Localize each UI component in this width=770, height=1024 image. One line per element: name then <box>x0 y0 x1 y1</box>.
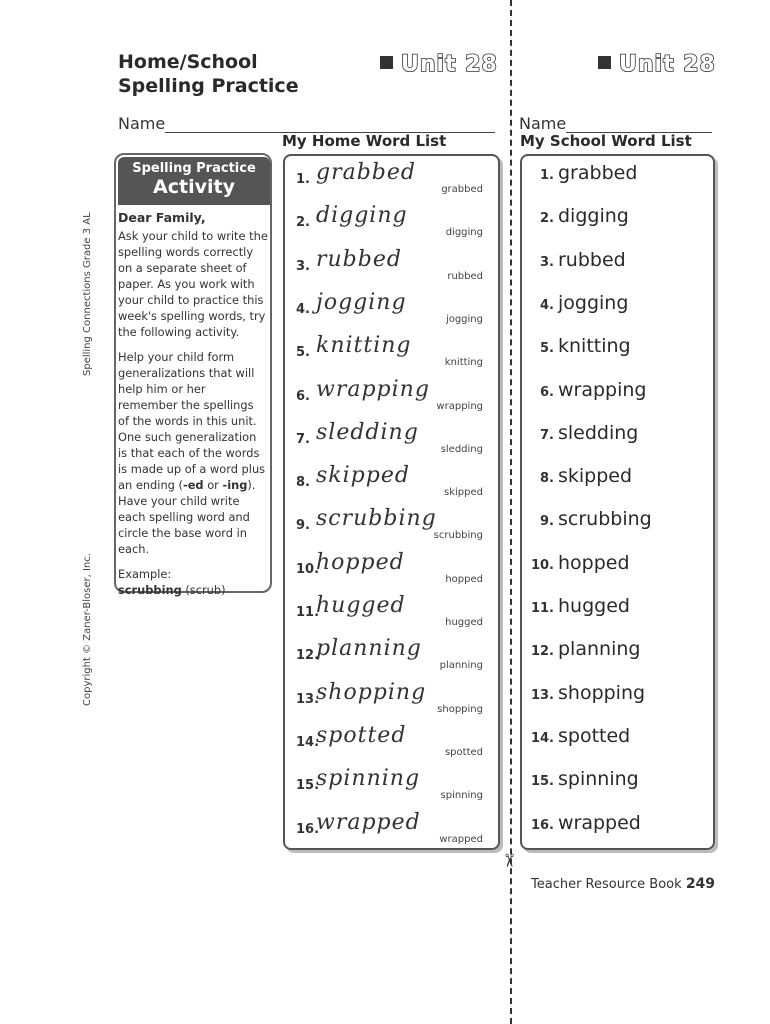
word-number: 11. <box>296 605 320 620</box>
school-word: wrapping <box>558 378 647 401</box>
manuscript-word: shopping <box>437 703 483 715</box>
cursive-word: shopping <box>316 679 427 705</box>
word-number: 6. <box>296 388 310 404</box>
school-word: hopped <box>558 551 630 574</box>
home-word-item <box>292 508 497 551</box>
cursive-word: grabbed <box>316 160 416 185</box>
word-number: 13. <box>296 691 320 707</box>
word-number: 9. <box>540 514 554 530</box>
word-number: 16. <box>296 821 320 837</box>
school-word-item <box>530 552 630 595</box>
manuscript-word: planning <box>439 660 483 672</box>
school-list-title: My School Word List <box>520 132 692 150</box>
school-word-item <box>530 422 638 465</box>
footer: Teacher Resource Book 249 <box>531 876 716 892</box>
school-word: shopping <box>558 681 646 704</box>
school-word: rubbed <box>558 248 626 271</box>
home-word-item <box>292 809 497 855</box>
home-word-item <box>292 246 497 292</box>
word-number: 14. <box>296 734 320 750</box>
school-word: jogging <box>558 291 629 314</box>
school-word-item <box>530 335 631 378</box>
cursive-word: digging <box>316 203 408 229</box>
word-number: 14. <box>530 730 554 746</box>
activity-instructions: Ask your child to write the spelling words correctly on a separate sheet of paper. As you work with your child to practice this week's spelling words, try the following activity. <box>118 229 268 339</box>
home-word-item <box>292 679 497 725</box>
home-word-item <box>292 768 497 811</box>
cursive-word: spinning <box>316 766 421 792</box>
home-word-item <box>292 376 497 422</box>
home-word-item <box>292 638 497 681</box>
word-number: 2. <box>296 215 310 231</box>
cursive-word: jogging <box>316 289 407 315</box>
home-word-item <box>292 549 497 595</box>
school-word: hugged <box>558 595 630 617</box>
school-word: digging <box>558 205 629 228</box>
name-field-right[interactable]: Name <box>519 114 712 133</box>
word-number: 8. <box>296 475 310 491</box>
example-label: Example: <box>118 567 172 581</box>
word-number: 5. <box>540 341 554 357</box>
school-word: sledding <box>558 421 639 444</box>
word-number: 6. <box>540 384 554 400</box>
word-number: 1. <box>296 172 310 187</box>
home-list-title: My Home Word List <box>282 132 447 150</box>
word-number: 12. <box>296 648 320 664</box>
school-word-item <box>530 292 628 335</box>
manuscript-word: knitting <box>444 357 483 369</box>
school-word-item <box>530 162 637 205</box>
word-number: 11. <box>530 601 554 616</box>
cursive-word: hugged <box>316 593 406 618</box>
home-word-item <box>292 465 497 508</box>
home-word-item <box>292 162 497 205</box>
school-word-item <box>530 205 629 248</box>
word-number: 10. <box>296 561 320 577</box>
word-number: 12. <box>530 644 554 660</box>
unit-badge-right: Unit 28 <box>598 52 716 77</box>
word-number: 15. <box>296 778 320 794</box>
school-word: knitting <box>558 335 631 358</box>
home-word-item <box>292 289 497 335</box>
word-number: 16. <box>530 817 554 833</box>
school-word: spotted <box>558 724 631 747</box>
activity-body <box>118 210 268 598</box>
word-number: 4. <box>296 301 310 317</box>
cursive-word: spotted <box>316 722 407 748</box>
scissors-icon: ✂ <box>498 852 520 869</box>
school-word: wrapped <box>558 811 641 834</box>
activity-generalization: Help your child form generalizations that will help him or her remember the spellings of the words in this unit. One such generalization is that each of the words is made up of a word plus an ending (-ed or -ing). Have your child write each spelling word and circle the base word in each. <box>118 350 266 556</box>
word-number: 3. <box>540 254 554 270</box>
square-bullet-icon <box>598 56 611 69</box>
home-word-item <box>292 205 497 248</box>
word-number: 7. <box>296 431 310 447</box>
school-word-item <box>530 595 630 638</box>
school-word: spinning <box>558 768 639 791</box>
manuscript-word: skipped <box>444 487 483 499</box>
cursive-word: wrapped <box>316 809 421 835</box>
home-word-item <box>292 722 497 768</box>
manuscript-word: hugged <box>445 617 483 628</box>
word-number: 7. <box>540 427 554 443</box>
word-number: 4. <box>540 297 554 313</box>
greeting: Dear Family, <box>118 210 206 225</box>
manuscript-word: spotted <box>444 746 483 758</box>
activity-tab: Spelling Practice Activity <box>118 157 270 205</box>
school-word: scrubbing <box>558 508 652 531</box>
school-word-item <box>530 725 630 768</box>
manuscript-word: sledding <box>440 443 483 455</box>
word-number: 3. <box>296 258 310 274</box>
home-word-item <box>292 595 497 638</box>
cut-line <box>510 0 512 1024</box>
cursive-word: hopped <box>316 549 405 575</box>
course-label: Spelling Connections Grade 3 AL <box>82 212 93 376</box>
school-word-item <box>530 682 645 725</box>
school-word-item <box>530 508 652 551</box>
cursive-word: skipped <box>316 463 410 489</box>
cursive-word: wrapping <box>316 376 430 402</box>
school-word-item <box>530 812 641 855</box>
word-number: 5. <box>296 345 310 361</box>
school-word: skipped <box>558 465 633 488</box>
square-bullet-icon <box>380 56 393 69</box>
word-number: 1. <box>540 168 554 183</box>
cursive-word: scrubbing <box>316 506 437 532</box>
manuscript-word: wrapped <box>439 833 483 845</box>
home-word-item <box>292 419 497 465</box>
word-number: 13. <box>530 687 554 703</box>
manuscript-word: wrapping <box>436 400 483 412</box>
example-value: scrubbing (scrub) <box>118 583 226 597</box>
word-number: 15. <box>530 774 554 790</box>
copyright-label: Copyright © Zaner-Bloser, Inc. <box>82 553 93 706</box>
school-word-item <box>530 249 626 292</box>
unit-badge-left: Unit 28 <box>380 52 498 77</box>
manuscript-word: hopped <box>445 573 483 585</box>
word-number: 2. <box>540 211 554 227</box>
home-word-item <box>292 335 497 378</box>
cursive-word: knitting <box>316 333 412 359</box>
manuscript-word: scrubbing <box>433 530 483 542</box>
cursive-word: planning <box>316 636 422 662</box>
word-number: 9. <box>296 518 310 534</box>
manuscript-word: spinning <box>440 790 483 802</box>
word-number: 10. <box>530 557 554 573</box>
manuscript-word: digging <box>445 227 483 239</box>
cursive-word: sledding <box>316 419 419 445</box>
school-word-item <box>530 768 639 811</box>
school-word: planning <box>558 638 641 661</box>
word-number: 8. <box>540 471 554 487</box>
cursive-word: rubbed <box>316 246 402 272</box>
page-title: Home/School Spelling Practice <box>118 51 299 97</box>
manuscript-word: rubbed <box>447 270 483 282</box>
school-word-item <box>530 379 647 422</box>
manuscript-word: jogging <box>445 313 483 325</box>
school-word-item <box>530 638 640 681</box>
name-field-left[interactable]: Name <box>118 114 495 133</box>
manuscript-word: grabbed <box>441 184 483 195</box>
school-word-item <box>530 465 632 508</box>
school-word: grabbed <box>558 162 638 184</box>
